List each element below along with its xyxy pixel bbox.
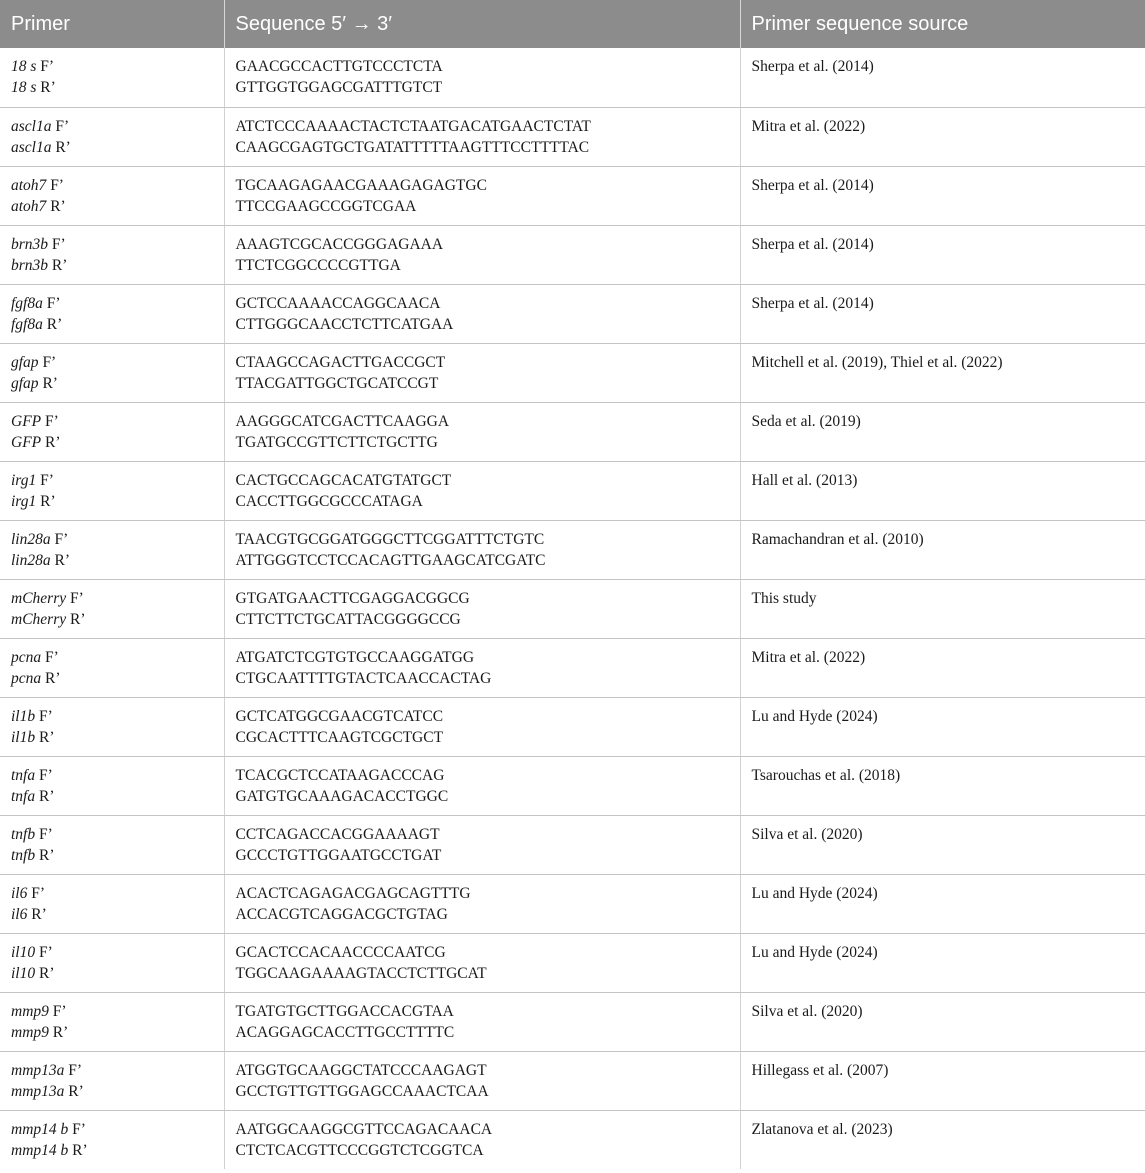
reverse-sequence: CAAGCGAGTGCTGATATTTTTAAGTTTCCTTTTAC (235, 138, 590, 156)
gene-name: gfap (11, 353, 39, 371)
forward-primer-name (11, 883, 224, 904)
reverse-primer-name (11, 491, 224, 512)
primer-cell (0, 992, 224, 1051)
source-cell: Sherpa et al. (2014) (740, 225, 1145, 284)
primer-cell (0, 461, 224, 520)
reverse-label: R’ (35, 728, 55, 746)
table-row (0, 107, 1145, 166)
source-cell: Sherpa et al. (2014) (740, 284, 1145, 343)
table-row (0, 638, 1145, 697)
forward-primer-name (11, 116, 224, 137)
primer-cell (0, 579, 224, 638)
gene-name: mmp14 b (11, 1120, 69, 1138)
reverse-sequence: TGGCAAGAAAAGTACCTCTTGCAT (235, 964, 487, 982)
forward-sequence: TCACGCTCCATAAGACCCAG (235, 766, 445, 784)
sequence-cell (224, 343, 740, 402)
source-cell: Sherpa et al. (2014) (740, 166, 1145, 225)
sequence-cell (224, 166, 740, 225)
reverse-label: R’ (27, 905, 47, 923)
forward-label: F’ (35, 766, 53, 784)
source-cell: Mitra et al. (2022) (740, 107, 1145, 166)
gene-name: il6 (11, 884, 28, 902)
forward-sequence: GTGATGAACTTCGAGGACGGCG (235, 589, 470, 607)
source-cell: This study (740, 579, 1145, 638)
table-row (0, 756, 1145, 815)
reverse-sequence: ATTGGGTCCTCCACAGTTGAAGCATCGATC (235, 551, 546, 569)
reverse-primer-name (11, 255, 224, 276)
reverse-primer-name (11, 1081, 224, 1102)
forward-sequence: GCTCCAAAACCAGGCAACA (235, 294, 441, 312)
reverse-label: R’ (48, 256, 68, 274)
forward-primer-name (11, 293, 224, 314)
source-cell: Silva et al. (2020) (740, 992, 1145, 1051)
table-row (0, 1110, 1145, 1169)
forward-primer-name (11, 411, 224, 432)
reverse-label: R’ (35, 787, 55, 805)
gene-name: GFP (11, 433, 42, 451)
primer-cell (0, 815, 224, 874)
forward-primer-name (11, 1001, 224, 1022)
primer-cell (0, 343, 224, 402)
reverse-primer-name (11, 786, 224, 807)
table-row (0, 461, 1145, 520)
forward-label: F’ (50, 530, 69, 548)
gene-name: pcna (11, 669, 42, 687)
reverse-sequence: GATGTGCAAAGACACCTGGC (235, 787, 449, 805)
header-source: Primer sequence source (740, 0, 1145, 48)
reverse-label: R’ (36, 79, 56, 96)
reverse-label: R’ (35, 846, 55, 864)
reverse-sequence: TTACGATTGGCTGCATCCGT (235, 374, 439, 392)
forward-sequence: AAGGGCATCGACTTCAAGGA (235, 412, 450, 430)
gene-name: irg1 (11, 492, 37, 510)
gene-name: ascl1a (11, 117, 52, 135)
forward-sequence: CACTGCCAGCACATGTATGCT (235, 471, 452, 489)
forward-sequence: ATGGTGCAAGGCTATCCCAAGAGT (235, 1061, 487, 1079)
table-row (0, 520, 1145, 579)
forward-label: F’ (36, 471, 54, 489)
forward-sequence: GAACGCCACTTGTCCCTCTA (235, 58, 443, 75)
source-cell: Ramachandran et al. (2010) (740, 520, 1145, 579)
gene-name: mmp13a (11, 1061, 65, 1079)
forward-label: F’ (35, 943, 53, 961)
reverse-label: R’ (51, 138, 71, 156)
forward-label: F’ (64, 1061, 83, 1079)
reverse-primer-name (11, 196, 224, 217)
table-row (0, 284, 1145, 343)
table-row (0, 933, 1145, 992)
reverse-sequence: GTTGGTGGAGCGATTTGTCT (235, 79, 443, 96)
table-row (0, 402, 1145, 461)
forward-label: F’ (35, 825, 53, 843)
gene-name: il10 (11, 943, 36, 961)
sequence-cell (224, 638, 740, 697)
reverse-label: R’ (38, 374, 58, 392)
forward-primer-name (11, 470, 224, 491)
sequence-cell (224, 1110, 740, 1169)
reverse-primer-name (11, 727, 224, 748)
forward-primer-name (11, 706, 224, 727)
forward-primer-name (11, 234, 224, 255)
forward-sequence: ATGATCTCGTGTGCCAAGGATGG (235, 648, 475, 666)
gene-name: gfap (11, 374, 39, 392)
forward-primer-name (11, 1060, 224, 1081)
reverse-sequence: ACAGGAGCACCTTGCCTTTTC (235, 1023, 455, 1041)
table-row (0, 343, 1145, 402)
primer-cell (0, 1051, 224, 1110)
reverse-primer-name (11, 668, 224, 689)
primer-cell (0, 1110, 224, 1169)
table-header (0, 0, 1145, 48)
gene-name: 18 s (11, 79, 37, 96)
forward-primer-name (11, 56, 224, 77)
reverse-sequence: CTTCTTCTGCATTACGGGGCCG (235, 610, 461, 628)
source-cell: Zlatanova et al. (2023) (751, 1120, 893, 1138)
reverse-label: R’ (66, 610, 86, 628)
gene-name: mmp13a (11, 1082, 65, 1100)
gene-name: il6 (11, 905, 28, 923)
gene-name: mmp9 (11, 1002, 49, 1020)
header-sequence: Sequence 5′ → 3′ (224, 0, 740, 48)
forward-label: F’ (51, 117, 70, 135)
reverse-sequence: ACCACGTCAGGACGCTGTAG (235, 905, 448, 923)
gene-name: tnfb (11, 825, 36, 843)
reverse-sequence: GCCTGTTGTTGGAGCCAAACTCAA (235, 1082, 489, 1100)
sequence-cell (224, 874, 740, 933)
sequence-cell (224, 284, 740, 343)
table-row (0, 1051, 1145, 1110)
reverse-sequence: CTTGGGCAACCTCTTCATGAA (235, 315, 454, 333)
primer-cell (0, 166, 224, 225)
table-row (0, 815, 1145, 874)
reverse-sequence: TGATGCCGTTCTTCTGCTTG (235, 433, 438, 451)
gene-name: tnfb (11, 846, 36, 864)
primer-cell (0, 874, 224, 933)
source-cell: Lu and Hyde (2024) (740, 933, 1145, 992)
forward-sequence: ATCTCCCAAAACTACTCTAATGACATGAACTCTAT (235, 117, 591, 135)
sequence-cell (224, 756, 740, 815)
source-cell: Sherpa et al. (2014) (740, 48, 1145, 107)
forward-primer-name (11, 824, 224, 845)
sequence-cell (224, 815, 740, 874)
header-primer: Primer (0, 0, 224, 48)
forward-primer-name (11, 175, 224, 196)
sequence-cell (224, 697, 740, 756)
reverse-primer-name (11, 550, 224, 571)
table-body (0, 48, 1145, 1169)
primer-cell (0, 284, 224, 343)
reverse-primer-name (11, 845, 224, 866)
forward-label: F’ (68, 1120, 86, 1138)
forward-label: F’ (48, 1002, 67, 1020)
reverse-primer-name (11, 1140, 224, 1161)
gene-name: atoh7 (11, 197, 47, 215)
reverse-sequence: CTGCAATTTTGTACTCAACCACTAG (235, 669, 492, 687)
gene-name: GFP (11, 412, 42, 430)
reverse-primer-name (11, 904, 224, 925)
gene-name: ascl1a (11, 138, 52, 156)
forward-label: F’ (36, 58, 55, 75)
forward-label: F’ (27, 884, 46, 902)
reverse-label: R’ (64, 1082, 84, 1100)
forward-label: F’ (66, 589, 84, 607)
table-row (0, 225, 1145, 284)
reverse-label: R’ (48, 1023, 69, 1041)
reverse-primer-name (11, 609, 224, 630)
reverse-label: R’ (46, 197, 66, 215)
forward-label: F’ (38, 353, 57, 371)
reverse-primer-name (11, 963, 224, 984)
table-row (0, 579, 1145, 638)
gene-name: tnfa (11, 766, 36, 784)
forward-label: F’ (35, 707, 53, 725)
forward-primer-name (11, 765, 224, 786)
forward-primer-name (11, 942, 224, 963)
primer-cell (0, 48, 224, 107)
reverse-label: R’ (41, 669, 61, 687)
reverse-sequence: TTCCGAAGCCGGTCGAA (235, 197, 417, 215)
forward-label: F’ (41, 648, 59, 666)
forward-label: F’ (42, 294, 61, 312)
reverse-primer-name (11, 1022, 224, 1043)
source-cell: Silva et al. (2020) (740, 815, 1145, 874)
forward-sequence: TGATGTGCTTGGACCACGTAA (235, 1002, 454, 1020)
gene-name: pcna (11, 648, 42, 666)
reverse-primer-name (11, 137, 224, 158)
sequence-cell (224, 225, 740, 284)
forward-sequence: AAAGTCGCACCGGGAGAAA (235, 235, 444, 253)
reverse-primer-name (11, 432, 224, 453)
reverse-label: R’ (68, 1141, 88, 1159)
sequence-cell (224, 402, 740, 461)
forward-label: F’ (48, 235, 66, 253)
gene-name: fgf8a (11, 294, 43, 312)
reverse-sequence: CTCTCACGTTCCCGGTCTCGGTCA (235, 1141, 484, 1159)
gene-name: il1b (11, 707, 36, 725)
forward-sequence: TAACGTGCGGATGGGCTTCGGATTTCTGTC (235, 530, 545, 548)
forward-primer-name (11, 1119, 224, 1140)
reverse-sequence: CGCACTTTCAAGTCGCTGCT (235, 728, 444, 746)
table-row (0, 874, 1145, 933)
source-cell: Seda et al. (2019) (740, 402, 1145, 461)
gene-name: mmp9 (11, 1023, 49, 1041)
primer-cell (0, 756, 224, 815)
sequence-cell (224, 933, 740, 992)
forward-label: F’ (46, 176, 64, 194)
sequence-cell (224, 1051, 740, 1110)
reverse-label: R’ (42, 315, 63, 333)
table-row (0, 166, 1145, 225)
reverse-sequence: GCCCTGTTGGAATGCCTGAT (235, 846, 442, 864)
gene-name: tnfa (11, 787, 36, 805)
forward-sequence: GCACTCCACAACCCCAATCG (235, 943, 446, 961)
source-cell: Lu and Hyde (2024) (740, 874, 1145, 933)
primer-cell (0, 225, 224, 284)
reverse-label: R’ (41, 433, 61, 451)
gene-name: atoh7 (11, 176, 47, 194)
primer-cell (0, 933, 224, 992)
forward-primer-name (11, 588, 224, 609)
reverse-sequence: TTCTCGGCCCCGTTGA (235, 256, 401, 274)
forward-sequence: ACACTCAGAGACGAGCAGTTTG (235, 884, 471, 902)
forward-primer-name (11, 352, 224, 373)
sequence-cell (224, 520, 740, 579)
table-row (0, 48, 1145, 107)
gene-name: lin28a (11, 551, 51, 569)
header-row (0, 0, 1145, 48)
forward-sequence: CCTCAGACCACGGAAAAGT (235, 825, 440, 843)
gene-name: lin28a (11, 530, 51, 548)
source-cell: Mitra et al. (2022) (740, 638, 1145, 697)
gene-name: irg1 (11, 471, 37, 489)
forward-sequence: GCTCATGGCGAACGTCATCC (235, 707, 444, 725)
forward-sequence: AATGGCAAGGCGTTCCAGACAACA (235, 1120, 493, 1138)
source-cell: Hall et al. (2013) (740, 461, 1145, 520)
forward-primer-name (11, 529, 224, 550)
primer-cell (0, 697, 224, 756)
primer-cell (0, 638, 224, 697)
reverse-label: R’ (36, 492, 56, 510)
gene-name: fgf8a (11, 315, 43, 333)
forward-label: F’ (41, 412, 59, 430)
sequence-cell (224, 107, 740, 166)
reverse-label: R’ (35, 964, 55, 982)
gene-name: mCherry (11, 610, 67, 628)
sequence-cell (224, 461, 740, 520)
gene-name: il10 (11, 964, 36, 982)
gene-name: brn3b (11, 235, 49, 253)
forward-sequence: TGCAAGAGAACGAAAGAGAGTGC (235, 176, 487, 194)
reverse-primer-name (11, 77, 224, 98)
reverse-label: R’ (50, 551, 70, 569)
table-row (0, 697, 1145, 756)
gene-name: mmp14 b (11, 1141, 69, 1159)
gene-name: brn3b (11, 256, 49, 274)
source-cell: Hillegass et al. (2007) (740, 1051, 1145, 1110)
primer-cell (0, 402, 224, 461)
source-cell: Mitchell et al. (2019), Thiel et al. (2022) (740, 343, 1145, 402)
forward-sequence: CTAAGCCAGACTTGACCGCT (235, 353, 446, 371)
reverse-sequence: CACCTTGGCGCCCATAGA (235, 492, 423, 510)
reverse-primer-name (11, 373, 224, 394)
sequence-cell (224, 992, 740, 1051)
source-cell: Tsarouchas et al. (2018) (740, 756, 1145, 815)
sequence-cell (224, 579, 740, 638)
reverse-primer-name (11, 314, 224, 335)
sequence-cell (224, 48, 740, 107)
table-row (0, 992, 1145, 1051)
primer-cell (0, 520, 224, 579)
forward-primer-name (11, 647, 224, 668)
gene-name: 18 s (11, 58, 37, 75)
primer-cell (0, 107, 224, 166)
source-cell: Lu and Hyde (2024) (740, 697, 1145, 756)
gene-name: il1b (11, 728, 36, 746)
gene-name: mCherry (11, 589, 67, 607)
